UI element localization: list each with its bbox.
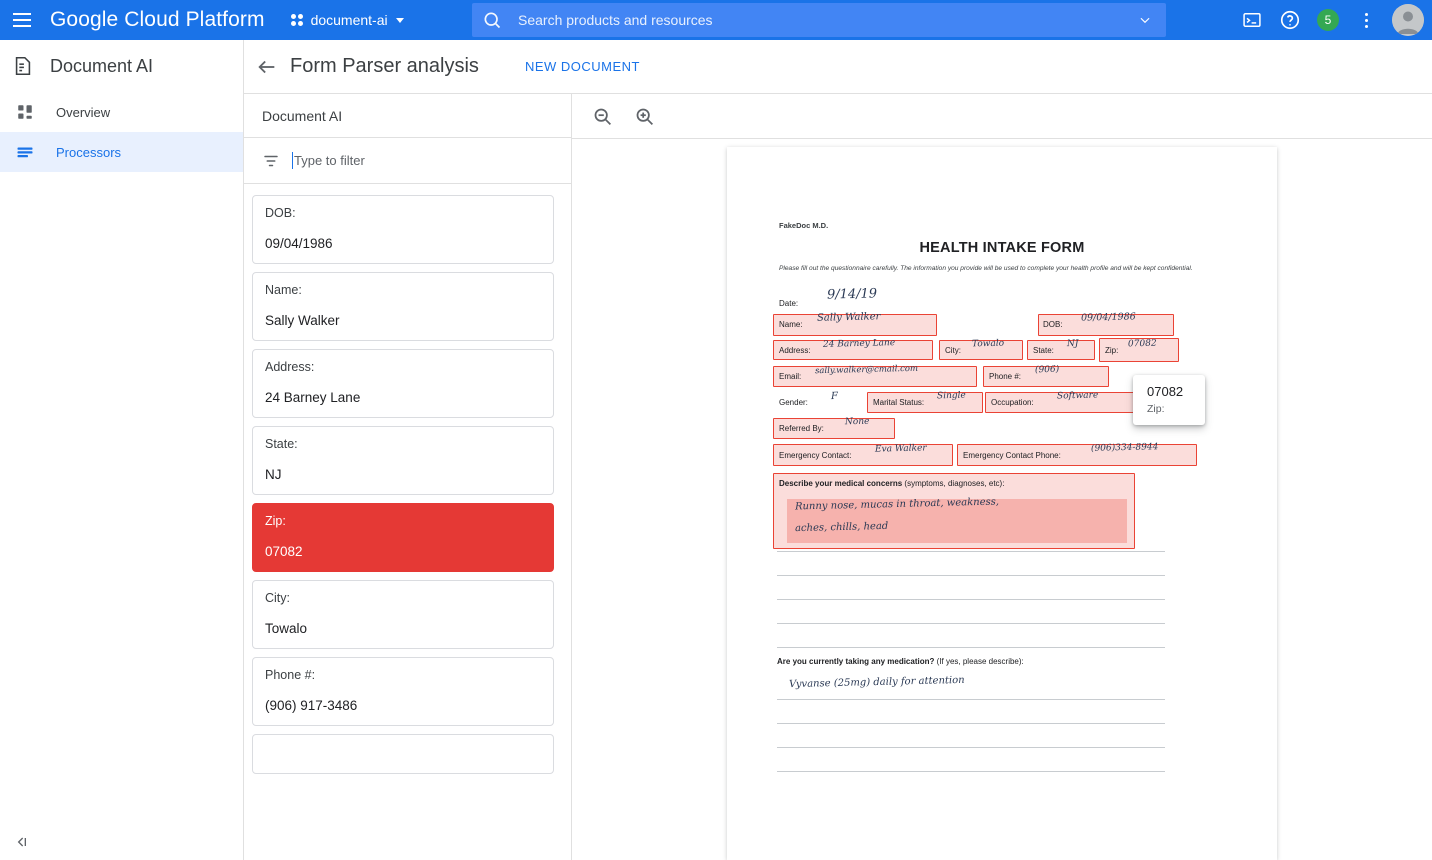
doc-label-emergency-phone: Emergency Contact Phone: — [963, 451, 1061, 460]
zoom-in-icon[interactable] — [632, 104, 656, 128]
doc-hand-referred: None — [844, 416, 870, 428]
form-rule — [777, 771, 1165, 772]
doc-hand-emergency-contact: Eva Walker — [874, 443, 927, 455]
field-card-address[interactable] — [252, 349, 554, 418]
doc-label-dob: DOB: — [1043, 320, 1063, 329]
notifications-icon[interactable] — [1312, 4, 1344, 36]
sidebar-item-processors[interactable] — [0, 132, 243, 172]
doc-hand-medication: Vyvanse (25mg) daily for attention — [788, 674, 965, 691]
doc-label-occupation: Occupation: — [991, 398, 1034, 407]
product-title-row — [0, 40, 243, 92]
filter-row — [244, 138, 571, 184]
sidebar-item-processors-label: Processors — [56, 144, 122, 160]
doc-hand-name: Sally Walker — [816, 311, 881, 324]
back-arrow-icon[interactable] — [244, 56, 290, 78]
doc-hand-concerns-2: aches, chills, head — [794, 520, 889, 535]
doc-label-concerns-rest: (symptoms, diagnoses, etc): — [904, 479, 1005, 488]
new-document-button[interactable]: NEW DOCUMENT — [524, 59, 640, 74]
doc-hand-email: sally.walker@cmail.com — [814, 363, 919, 377]
doc-hand-address: 24 Barney Lane — [822, 338, 896, 350]
cloud-shell-icon[interactable] — [1236, 4, 1268, 36]
doc-label-email: Email: — [779, 372, 802, 381]
search-chevron-down-icon[interactable] — [1134, 13, 1156, 27]
tooltip-key: Zip: — [1147, 403, 1165, 415]
product-title: Document AI — [50, 55, 154, 76]
search-input[interactable] — [516, 11, 1134, 29]
field-key: State: — [265, 437, 298, 451]
form-rule — [777, 723, 1165, 724]
doc-hand-marital: Single — [936, 390, 966, 402]
doc-label-name: Name: — [779, 320, 803, 329]
project-grid-icon — [291, 14, 303, 26]
tooltip-value: 07082 — [1147, 384, 1184, 399]
top-app-bar — [0, 0, 1432, 40]
field-value: (906) 917-3486 — [265, 698, 358, 713]
doc-label-state: State: — [1033, 346, 1054, 355]
sidebar-item-overview-label: Overview — [56, 104, 111, 120]
filter-input[interactable] — [292, 152, 512, 169]
filter-icon — [262, 152, 280, 170]
viewer-toolbar — [572, 94, 1432, 139]
doc-hand-occupation: Software — [1056, 390, 1099, 402]
field-value: 24 Barney Lane — [265, 390, 361, 405]
doc-subtitle: Please fill out the questionnaire carefully. The information you provide will be used to complete your health profile and will be kept confidential. — [779, 265, 1193, 272]
document-ai-icon — [12, 55, 34, 77]
global-search[interactable] — [472, 3, 1166, 37]
doc-label-zip: Zip: — [1105, 346, 1119, 355]
form-rule — [777, 647, 1165, 648]
doc-label-date: Date: — [779, 299, 799, 308]
field-key: DOB: — [265, 206, 296, 220]
top-bar-actions — [1236, 0, 1424, 40]
field-card-phone[interactable] — [252, 657, 554, 726]
doc-label-medication — [777, 657, 1024, 666]
document-page[interactable] — [727, 147, 1277, 860]
field-card-name[interactable] — [252, 272, 554, 341]
doc-hand-state: NJ — [1066, 338, 1079, 350]
field-key: Address: — [265, 360, 315, 374]
field-value: 07082 — [265, 544, 303, 559]
field-card-next[interactable] — [252, 734, 554, 774]
field-card-city[interactable] — [252, 580, 554, 649]
dashboard-icon — [14, 101, 36, 123]
doc-hand-date: 9/14/19 — [826, 286, 878, 303]
doc-label-referred: Referred By: — [779, 424, 824, 433]
form-rule — [777, 699, 1165, 700]
doc-title: HEALTH INTAKE FORM — [919, 240, 1085, 256]
project-name: document-ai — [310, 12, 388, 28]
form-rule — [777, 575, 1165, 576]
doc-clinic-name: FakeDoc M.D. — [779, 221, 829, 230]
field-value: Sally Walker — [265, 313, 340, 328]
processors-icon — [14, 141, 36, 163]
chevron-down-icon — [396, 18, 404, 23]
page-title: Form Parser analysis — [290, 55, 479, 77]
form-rule — [777, 747, 1165, 748]
doc-hand-emergency-phone: (906)334-8944 — [1090, 442, 1159, 454]
document-stage[interactable] — [572, 139, 1432, 860]
zoom-out-icon[interactable] — [590, 104, 614, 128]
notification-count-badge: 5 — [1317, 9, 1339, 31]
doc-label-emergency-contact: Emergency Contact: — [779, 451, 852, 460]
document-viewer — [572, 94, 1432, 860]
kebab-menu-icon[interactable] — [1350, 4, 1382, 36]
doc-label-address: Address: — [779, 346, 811, 355]
content-header — [244, 40, 1432, 94]
doc-hand-gender: F — [830, 390, 839, 403]
sidebar-item-overview[interactable] — [0, 92, 243, 132]
field-value: 09/04/1986 — [265, 236, 333, 251]
account-avatar[interactable] — [1392, 4, 1424, 36]
brand-google: Google — [50, 8, 119, 31]
doc-hand-concerns-1: Runny nose, mucas in throat, weakness, — [794, 496, 1000, 513]
field-card-dob[interactable] — [252, 195, 554, 264]
doc-hand-city: Towalo — [971, 338, 1005, 350]
fields-panel — [244, 94, 572, 860]
doc-label-medication-rest: (If yes, please describe): — [936, 657, 1024, 666]
field-tooltip — [1133, 375, 1205, 425]
doc-label-concerns-bold: Describe your medical concerns — [779, 479, 903, 488]
doc-hand-phone: (906) — [1034, 364, 1060, 376]
field-card-zip[interactable] — [252, 503, 554, 572]
brand-logo — [50, 8, 265, 32]
field-key: Phone #: — [265, 668, 316, 682]
doc-label-marital: Marital Status: — [873, 398, 925, 407]
doc-hand-dob: 09/04/1986 — [1080, 311, 1136, 324]
project-selector[interactable] — [291, 12, 404, 28]
doc-hand-zip: 07082 — [1127, 338, 1157, 350]
form-rule — [777, 623, 1165, 624]
field-key: Zip: — [265, 514, 286, 528]
brand-rest: Cloud Platform — [124, 8, 265, 31]
help-icon[interactable] — [1274, 4, 1306, 36]
doc-label-concerns — [779, 479, 1004, 488]
left-navigation — [0, 40, 244, 860]
field-value: Towalo — [265, 621, 308, 636]
doc-label-phone: Phone #: — [989, 372, 1022, 381]
breadcrumb: Document AI — [244, 94, 571, 138]
search-icon — [482, 10, 502, 30]
doc-label-gender: Gender: — [779, 398, 808, 407]
field-card-state[interactable] — [252, 426, 554, 495]
form-rule — [777, 551, 1165, 552]
hamburger-icon[interactable] — [0, 0, 44, 40]
form-rule — [777, 599, 1165, 600]
extracted-fields-list[interactable] — [244, 185, 571, 860]
field-value: NJ — [265, 467, 282, 482]
doc-label-medication-bold: Are you currently taking any medication? — [777, 657, 935, 666]
collapse-sidebar-icon[interactable] — [10, 830, 34, 854]
doc-label-city: City: — [945, 346, 961, 355]
field-key: City: — [265, 591, 290, 605]
field-key: Name: — [265, 283, 302, 297]
